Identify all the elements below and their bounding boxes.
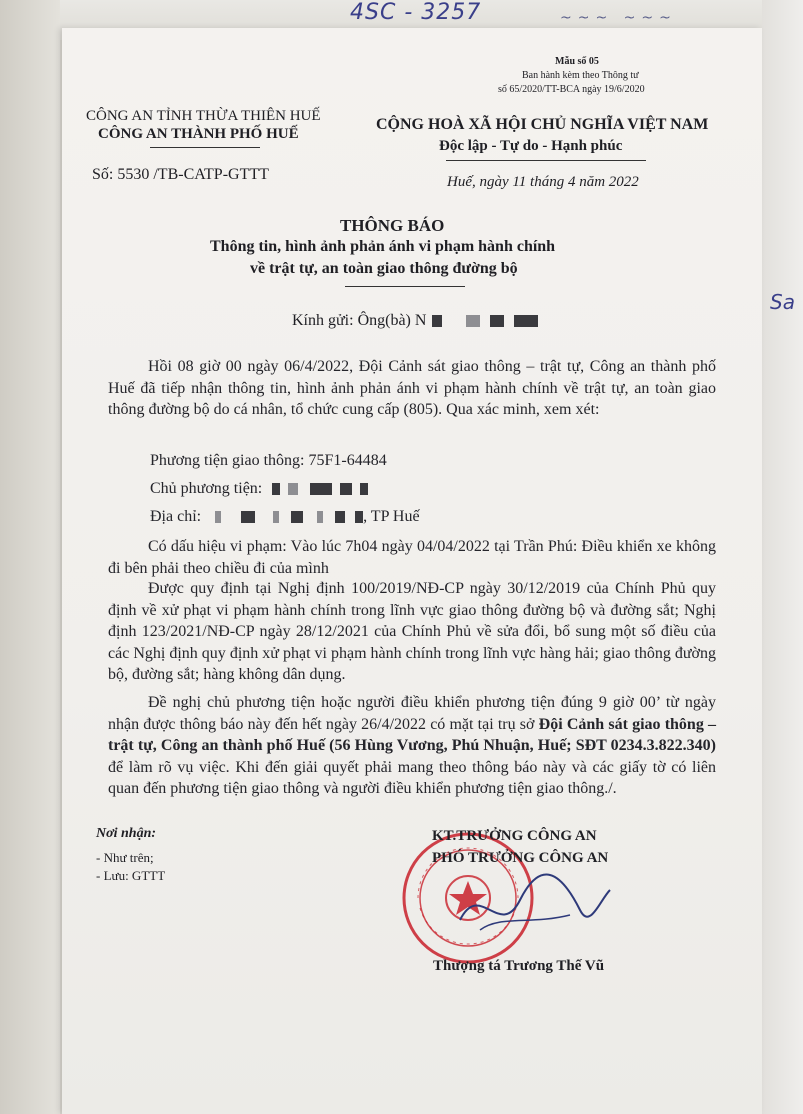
national-motto: Độc lập - Tự do - Hạnh phúc [439,138,623,154]
background-right [762,0,803,1114]
paragraph-legal-basis: Được quy định tại Nghị định 100/2019/NĐ-CP ngày 30/12/2019 của Chính Phủ quy định về xử phạt vi phạm hành chính trong lĩnh vực giao thông đường bộ và đường sắt; Nghị định 123/2021/NĐ-CP ngày 28/12/2021 của Chính Phủ về sửa đổi, bổ sung một số điều của các Nghị định quy định xử phạt vi phạm hành chính trong lĩnh vực hàng hải; giao thông đường bộ, đường sắt; hàng không dân dụng. [108,580,716,683]
place-date: Huế, ngày 11 tháng 4 năm 2022 [447,174,639,190]
document-number: Số: 5530 /TB-CATP-GTTT [92,166,269,183]
redaction-block [291,511,303,523]
address-label: Địa chỉ: [150,508,202,525]
document-title: THÔNG BÁO [340,216,445,235]
redaction-block [432,315,442,327]
form-code: Mẫu số 05 [555,56,599,67]
address-field [150,508,420,526]
redaction-block [360,483,368,495]
paragraph-intro: Hồi 08 giờ 00 ngày 06/4/2022, Đội Cảnh sát giao thông – trật tự, Công an thành phố Huế đã tiếp nhận thông tin, hình ảnh phản ánh vi phạm hành chính về trật tự, an toàn giao thông đường bộ do cá nhân, tổ chức cung cấp (805). Qua xác minh, xem xét: [108,358,716,418]
paragraph-violation: Có dấu hiệu vi phạm: Vào lúc 7h04 ngày 04/04/2022 tại Trần Phú: Điều khiển xe không đi bên phải theo chiều đi của mình [108,538,716,577]
redaction-block [273,511,279,523]
office-address: Đội Cảnh sát giao thông – trật tự, Công an thành phố Huế (56 Hùng Vương, Phú Nhuận, Huế; SĐT 0234.3.822.340) [108,715,716,754]
handwritten-signature [440,860,620,950]
form-issued-with: Ban hành kèm theo Thông tư [522,70,639,81]
redaction-block [288,483,298,495]
redaction-block [355,511,363,523]
recipient-item: - Lưu: GTTT [96,868,166,883]
redaction-block [272,483,280,495]
redaction-block [241,511,255,523]
redaction-block [317,511,323,523]
owner-field [150,480,368,498]
redaction-block [514,315,538,327]
owner-label: Chủ phương tiện: [150,480,263,497]
recipient-item: - Như trên; [96,850,154,865]
redaction-block [490,315,504,327]
recipients-title: Nơi nhận: [96,826,157,841]
national-title: CỘNG HOÀ XÃ HỘI CHỦ NGHĨA VIỆT NAM [376,116,709,133]
signer-title-2: PHÓ TRƯỞNG CÔNG AN [432,850,609,866]
redaction-block [340,483,352,495]
document-subtitle-1: Thông tin, hình ảnh phản ánh vi phạm hành chính [210,238,556,255]
signer-name: Thượng tá Trương Thế Vũ [433,958,605,974]
agency-name: CÔNG AN THÀNH PHỐ HUẾ [98,126,299,142]
paragraph-request: Đề nghị chủ phương tiện hoặc người điều khiển phương tiện đúng 9 giờ 00’ từ ngày nhận được thông báo này đến hết ngày 26/4/2022 có mặt tại trụ sở Đội Cảnh sát giao thông – trật tự, Công an thành phố Huế (56 Hùng Vương, Phú Nhuận, Huế; SĐT 0234.3.822.340) để làm rõ vụ việc. Khi đến giải quyết phải mang theo thông báo này và các giấy tờ có liên quan đến phương tiện giao thông và người điều khiển phương tiện giao thông./. [108,694,716,797]
handwritten-note-2: ~~~ ~~~ [560,10,677,26]
document-subtitle-2: về trật tự, an toàn giao thông đường bộ [250,260,518,277]
subtitle-underline [345,286,465,287]
motto-underline [446,160,646,161]
address-tail: , TP Huế [363,508,420,525]
redaction-block [335,511,345,523]
form-circular: số 65/2020/TT-BCA ngày 19/6/2020 [498,84,645,95]
redaction-block [466,315,480,327]
recipient-line [292,312,538,330]
redaction-block [310,483,332,495]
vehicle-field: Phương tiện giao thông: 75F1-64484 [150,452,387,469]
redaction-block [215,511,221,523]
background-left [0,0,60,1114]
agency-underline [150,147,260,148]
recipient-label: Kính gửi: Ông(bà) N [292,312,427,329]
handwritten-note: 4SC - 3257 [350,0,482,25]
agency-parent: CÔNG AN TỈNH THỪA THIÊN HUẾ [86,108,321,124]
signer-title-1: KT.TRƯỞNG CÔNG AN [432,828,597,844]
handwritten-margin-note: Sa [770,290,795,314]
